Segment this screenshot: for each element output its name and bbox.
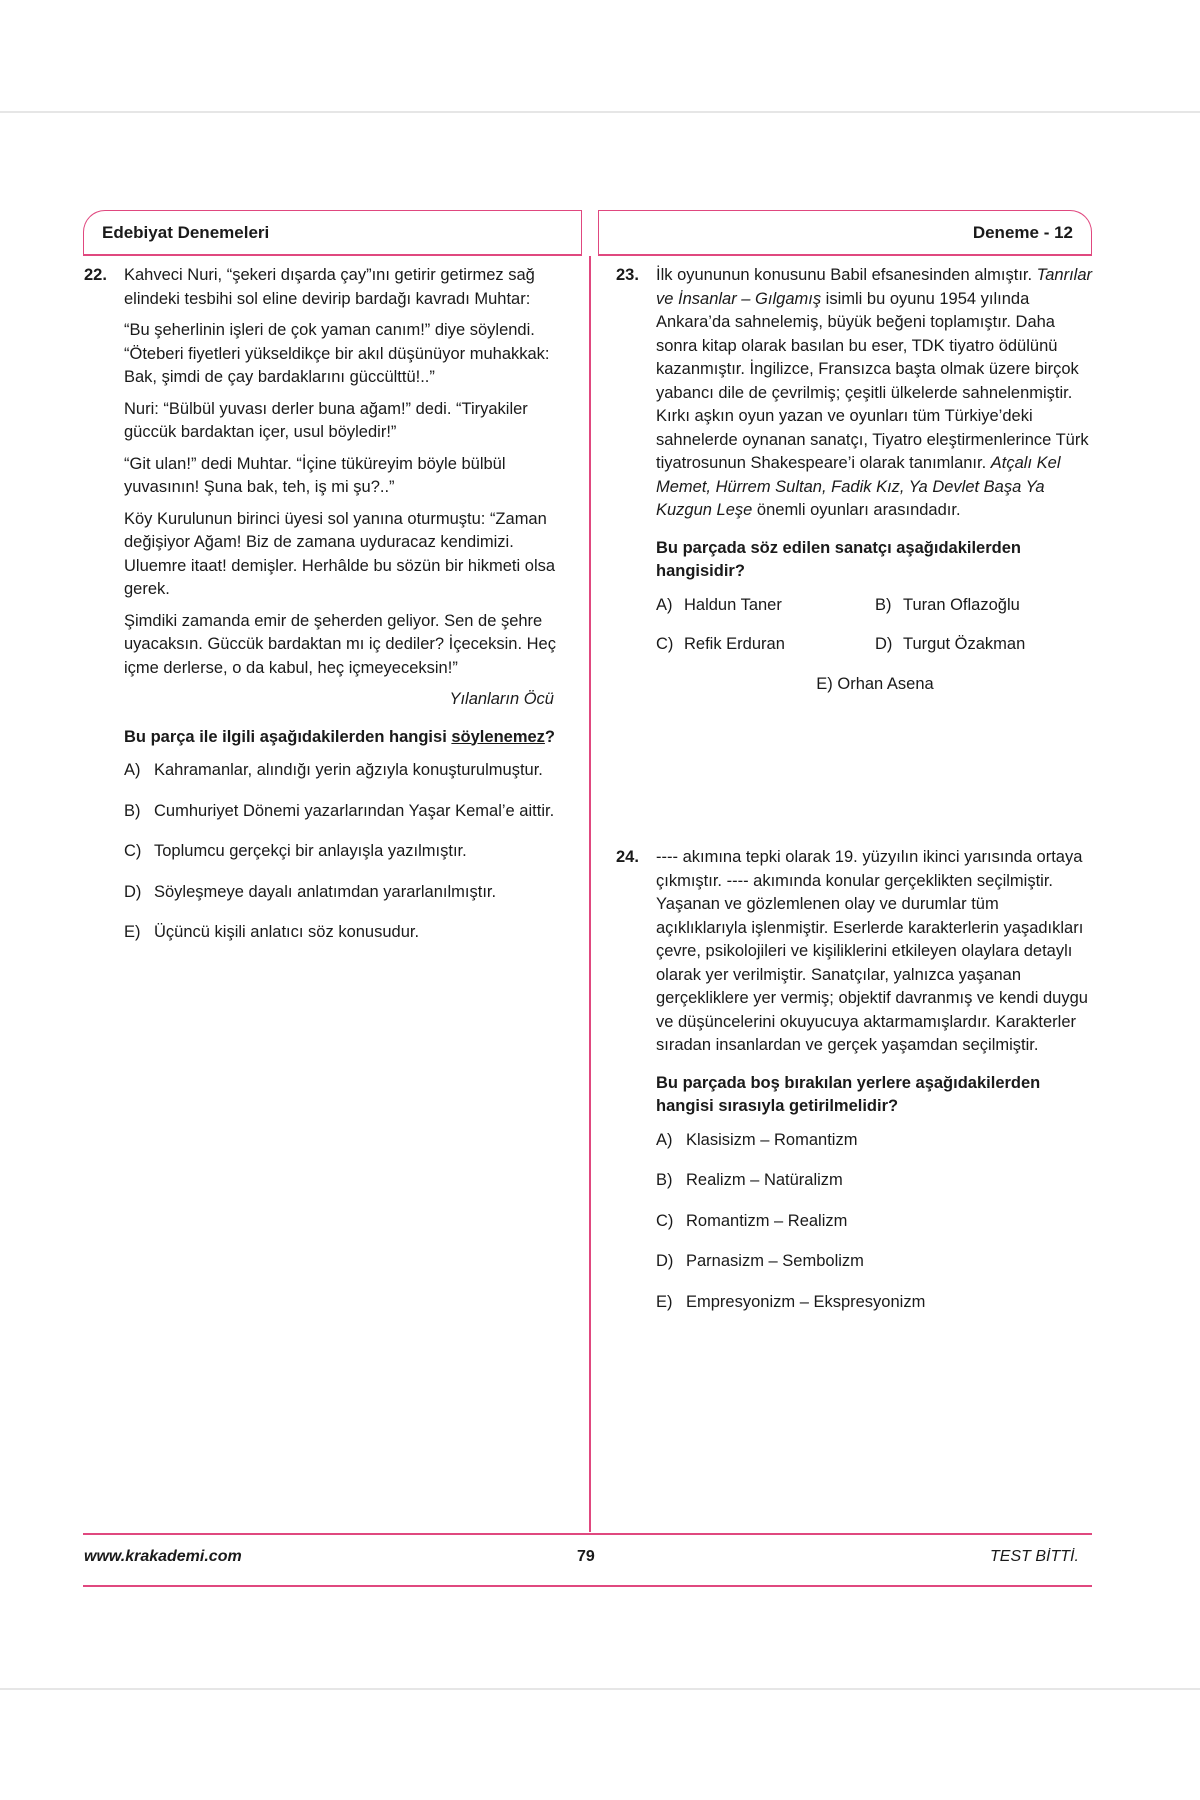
passage-paragraph: Kahveci Nuri, “şekeri dışarda çay”ını getirir getirmez sağ elindeki tesbihi sol eline devirip bardağı kavradı Muhtar: [124,266,535,308]
option-e[interactable]: E) Üçüncü kişili anlatıcı söz konusudur. [124,923,420,941]
passage-source: Yılanların Öcü [449,690,554,708]
question-22 [84,264,564,945]
option-a[interactable]: A) Kahramanlar, alındığı yerin ağzıyla konuşturulmuştur. [124,761,543,779]
footer-top-rule [83,1533,1092,1535]
question-number: 24. [616,848,639,866]
left-column [84,264,564,962]
option-d[interactable]: D) Turgut Özakman [875,635,1026,653]
passage-paragraph: “Bu şeherlinin işleri de çok yaman canım!” diye söylendi. “Öteberi fiyetleri yükseldikçe bir akıl düşünüyor muhakkak: Bak, şimdi de çay bardaklarını güccülttü!..” [124,321,550,386]
header-left-tab [83,210,582,254]
top-rule [0,111,1200,113]
option-c[interactable]: C) Toplumcu gerçekçi bir anlayışla yazılmıştır. [124,842,467,860]
test-title: Deneme - 12 [972,222,1073,242]
passage-paragraph: ---- akımına tepki olarak 19. yüzyılın ikinci yarısında ortaya çıkmıştır. ---- akımında konular gerçeklikten seçilmiştir. Yaşanan ve gözlemlenen olay ve durumlar tüm açıklıklarıyla işlenmiştir. Eserlerde karakterlerin yaşadıkları çevre, psikolojileri ve kişiliklerini etkileyen olaylara detaylı olarak yer verilmiştir. Sanatçılar, yalnızca yaşanan gerçekliklere yer vermiş; objektif davranmış ve kendi duygu ve düşüncelerini okuyucuya aktarmamışlardır. Karakterler sıradan insanlardan ve gerçek yaşamdan seçilmiştir. [656,848,1088,1054]
test-end-note: TEST BİTTİ. [990,1548,1079,1565]
footer-bottom-rule [83,1585,1092,1587]
answer-options [656,594,1094,697]
question-23 [616,264,1094,696]
question-number: 23. [616,266,639,284]
option-e[interactable]: E) Empresyonizm – Ekspresyonizm [656,1292,926,1311]
header-right-underline [598,254,1092,256]
option-b[interactable]: B) Turan Oflazoğlu [875,595,1020,614]
passage-paragraph: İlk oyununun konusunu Babil efsanesinden almıştır. Tanrılar ve İnsanlar – Gılgamış isimli bu oyunu 1954 yılında Ankara’da sahnelemiş, büyük beğeni toplamıştır. Daha sonra kitap olarak basılan bu eser, TDK tiyatro ödülünü kazanmıştır. İngilizce, Fransızca başta olmak üzere birçok yabancı dile de çevrilmiş; çeşitli ülkelerde sahnelenmiştir. Kırkı aşkın oyun yazan ve oyunları tüm Türkiye’deki sahnelerde oynanan sanatçı, Tiyatro eleştirmenlerince Türk tiyatrosunun Shakespeare’i olarak tanımlanır. Atçalı Kel Memet, Hürrem Sultan, Fadik Kız, Ya Devlet Başa Ya Kuzgun Leşe önemli oyunları arasındadır. [656,266,1093,519]
bottom-rule [0,1688,1200,1690]
header-right-tab [598,210,1092,254]
passage-paragraph: Şimdiki zamanda emir de şeherden geliyor. Sen de şehre uyacaksın. Güccük bardaktan mı iç dediler? İçeceksin. Heç içme derlerse, o da kabul, heç içmeyeceksin!” [124,611,556,677]
passage-paragraph: Köy Kurulunun birinci üyesi sol yanına oturmuştu: “Zaman değişiyor Ağam! Biz de zamana uyduracaz kendimizi. Uluemre itaat! demişler. Herhâlde bu sözün bir hikmeti olsa gerek. [124,509,556,598]
page-number: 79 [577,1548,595,1565]
passage-paragraph: Nuri: “Bülbül yuvası derler buna ağam!” dedi. “Tiryakiler güccük bardaktan içer, usul böyledir!” [124,399,528,441]
option-b[interactable]: B) Cumhuriyet Dönemi yazarlarından Yaşar Kemal’e aittir. [124,801,555,820]
right-column [616,264,1094,1331]
option-c[interactable]: C) Romantizm – Realizm [656,1211,848,1230]
footer-website[interactable]: www.krakademi.com [84,1548,242,1565]
book-title: Edebiyat Denemeleri [102,222,270,242]
option-d[interactable]: D) Parnasizm – Sembolizm [656,1252,864,1270]
option-c[interactable]: C) Refik Erduran [656,635,785,653]
option-b[interactable]: B) Realizm – Natüralizm [656,1171,843,1189]
option-a[interactable]: A) Klasisizm – Romantizm [656,1130,858,1149]
answer-options [124,759,564,945]
question-number: 22. [84,266,107,284]
option-d[interactable]: D) Söyleşmeye dayalı anlatımdan yararlanılmıştır. [124,882,497,901]
header-left-underline [83,254,582,256]
question-24 [616,846,1094,1314]
question-prompt: Bu parçada söz edilen sanatçı aşağıdakilerden hangisidir? [656,538,1021,580]
column-divider [589,256,591,1532]
answer-options [656,1129,1094,1315]
option-e[interactable]: E) Orhan Asena [816,674,934,693]
passage-paragraph: “Git ulan!” dedi Muhtar. “İçine tüküreyim böyle bülbül yuvasının! Şuna bak, teh, iş mi şu?..” [124,454,506,496]
question-prompt: Bu parça ile ilgili aşağıdakilerden hangisi söylenemez? [124,727,556,746]
option-a[interactable]: A) Haldun Taner [656,595,782,614]
question-prompt: Bu parçada boş bırakılan yerlere aşağıdakilerden hangisi sırasıyla getirilmelidir? [656,1073,1041,1115]
